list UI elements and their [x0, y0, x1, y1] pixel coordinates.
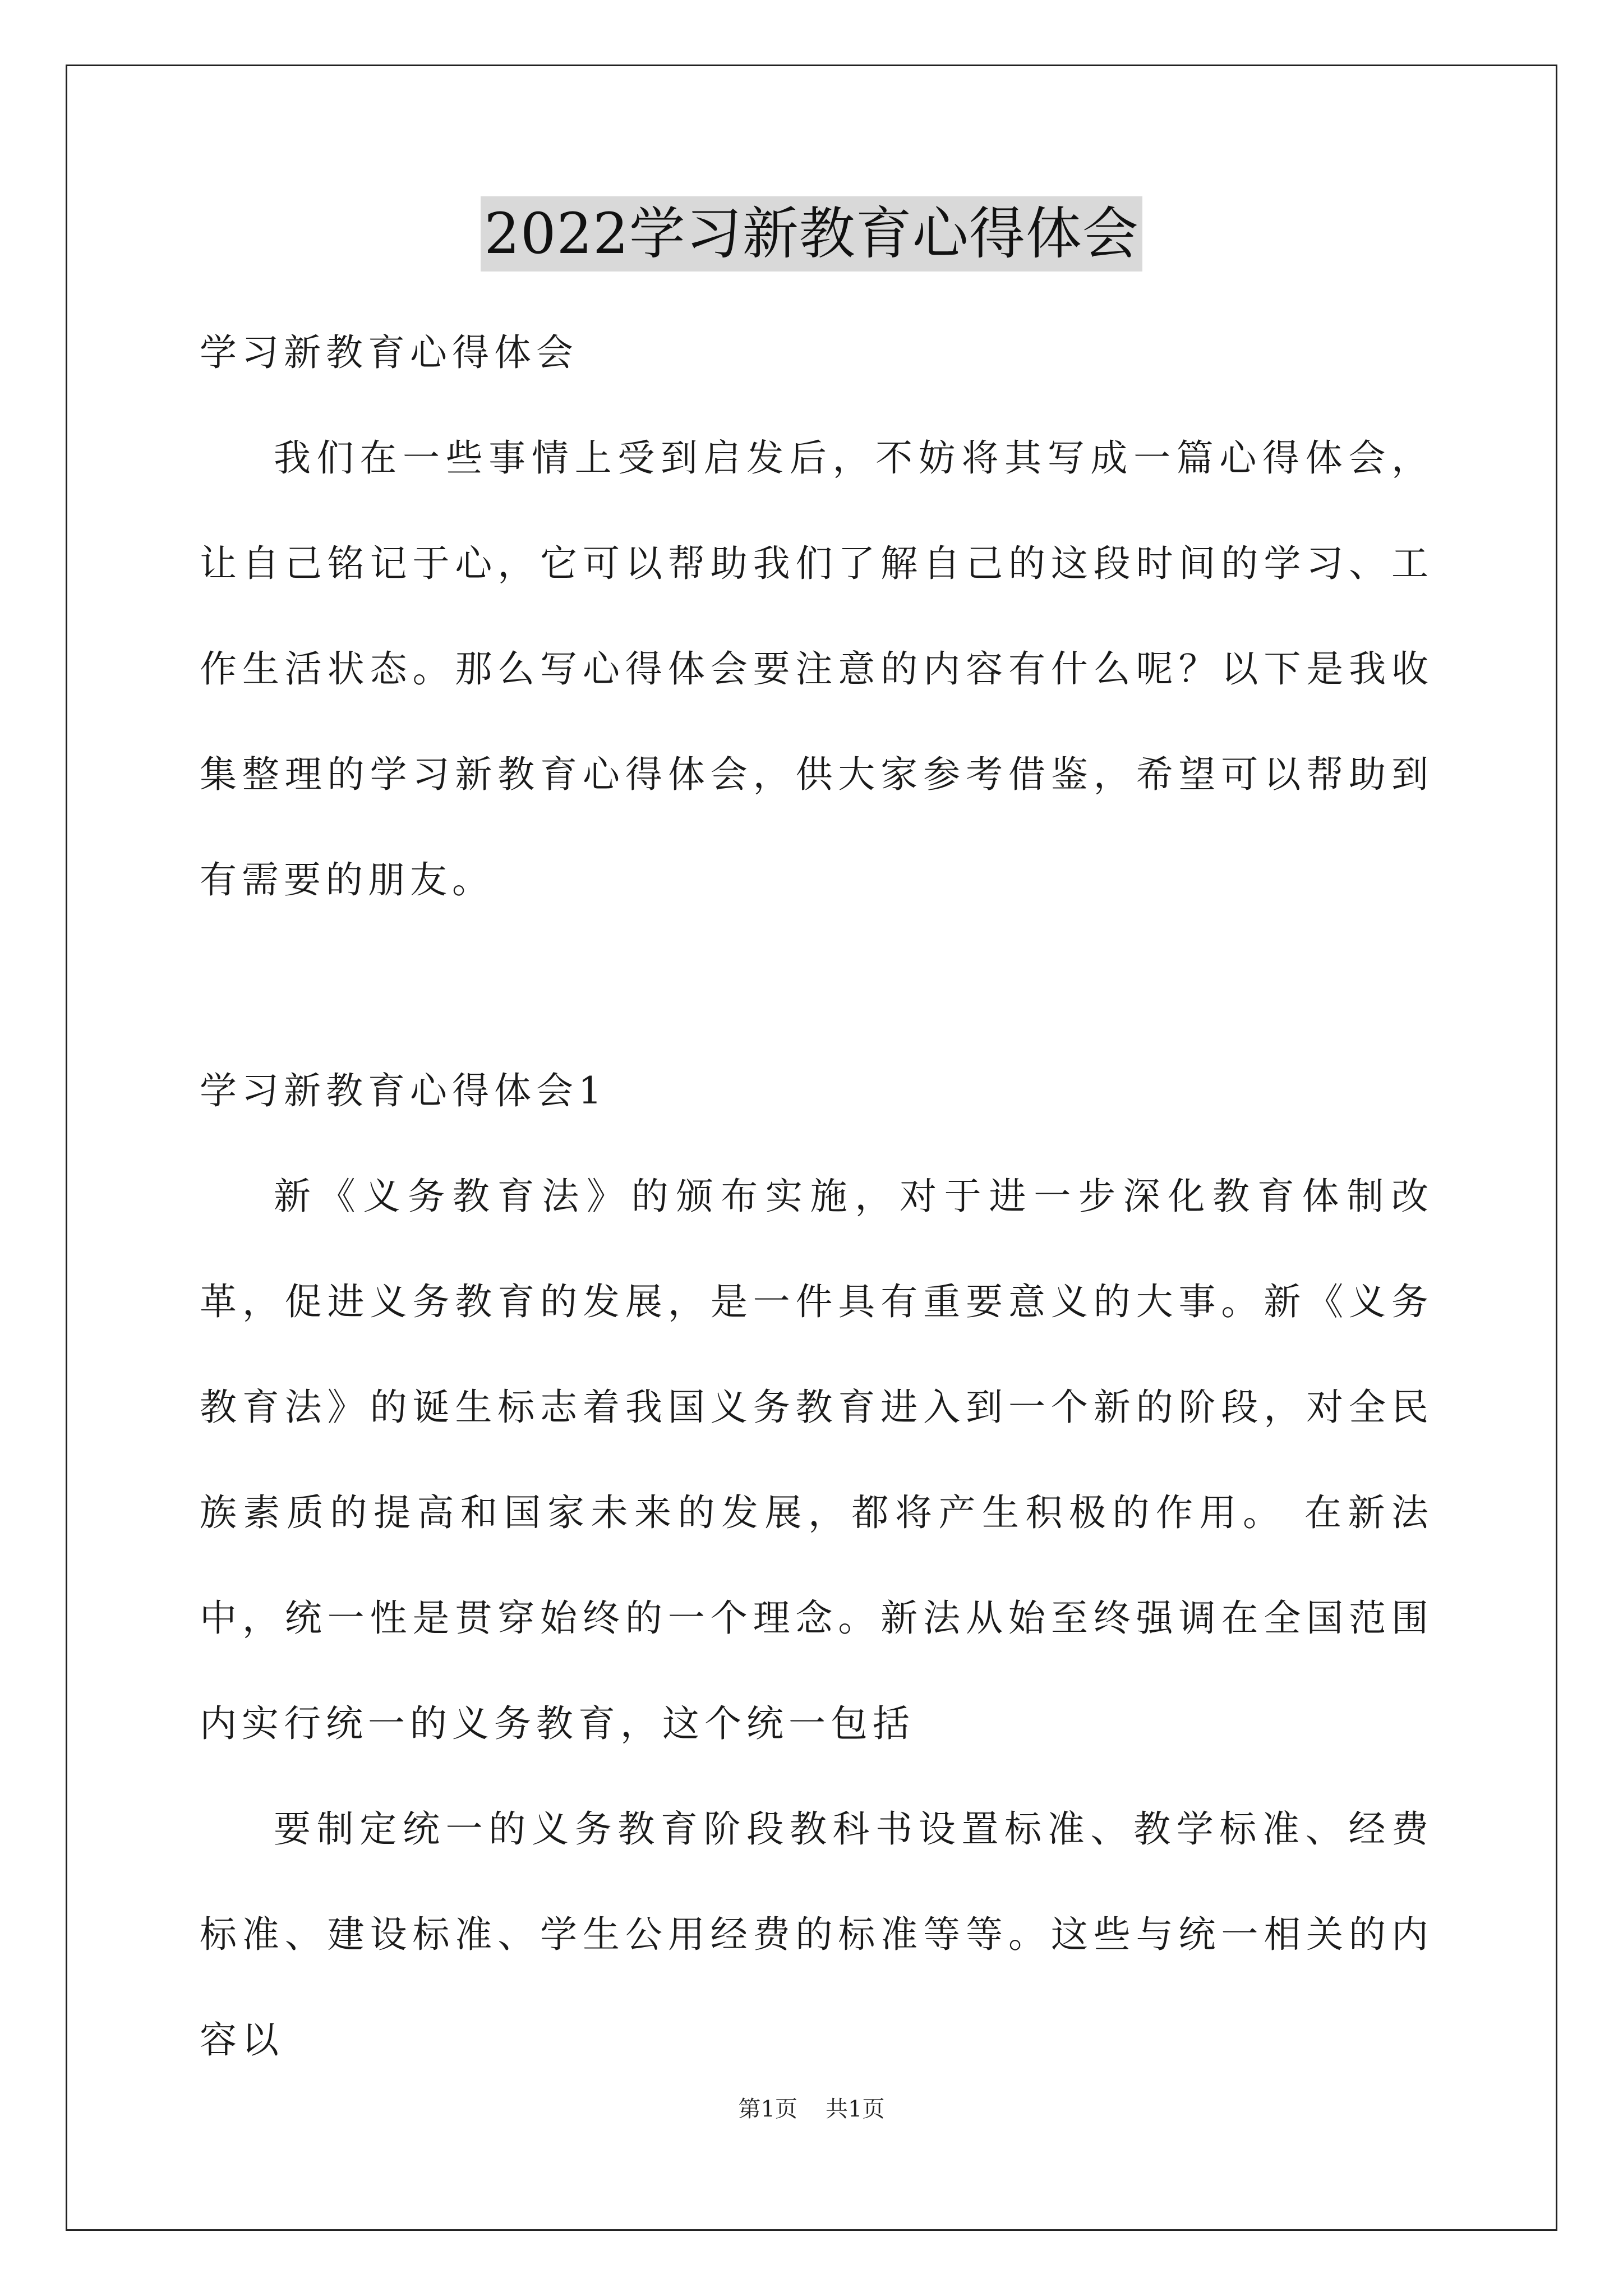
section1-paragraph-2: 要制定统一的义务教育阶段教科书设置标准、教学标准、经费标准、建设标准、学生公用经费的标准等等。这些与统一相关的内容以	[200, 1807, 1433, 2062]
intro-heading: 学习新教育心得体会	[200, 331, 578, 374]
document-title[interactable]: 2022学习新教育心得体会	[481, 196, 1142, 272]
section-spacer	[200, 933, 1433, 1038]
page-footer	[0, 2092, 1623, 2126]
page-number: 第1页	[738, 2096, 797, 2122]
page-total: 共1页	[826, 2096, 885, 2122]
section1-paragraph-1: 新《义务教育法》的颁布实施，对于进一步深化教育体制改革，促进义务教育的发展，是一件具有重要意义的大事。新《义务教育法》的诞生标志着我国义务教育进入到一个新的阶段，对全民族素质的提高和国家未来的发展，都将产生积极的作用。 在新法中，统一性是贯穿始终的一个理念。新法从始至终强调在全国范围内实行统一的义务教育，这个统一包括	[200, 1175, 1433, 1745]
document-body	[200, 300, 1433, 2093]
title-container	[0, 196, 1623, 272]
section1-heading: 学习新教育心得体会1	[200, 1069, 607, 1112]
intro-paragraph: 我们在一些事情上受到启发后，不妨将其写成一篇心得体会，让自己铭记于心，它可以帮助我们了解自己的这段时间的学习、工作生活状态。那么写心得体会要注意的内容有什么呢？以下是我收集整理的学习新教育心得体会，供大家参考借鉴，希望可以帮助到有需要的朋友。	[200, 436, 1433, 901]
